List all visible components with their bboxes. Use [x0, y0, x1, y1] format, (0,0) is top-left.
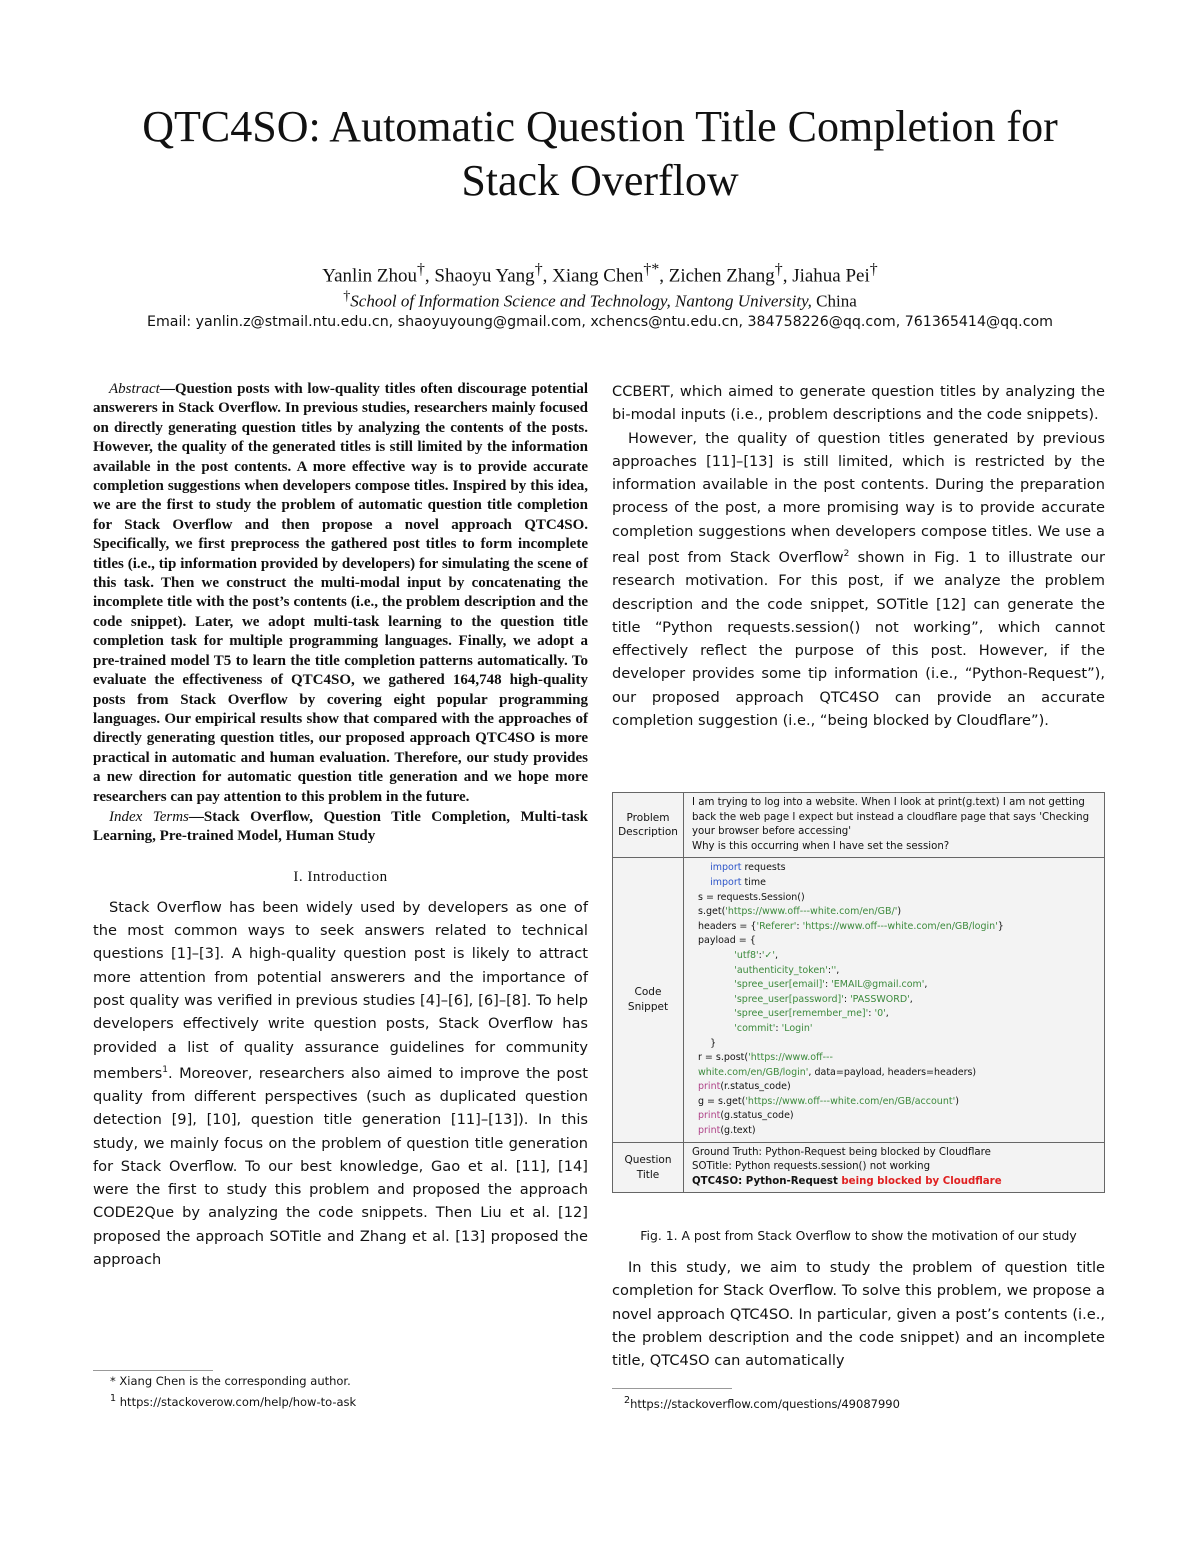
intro-paragraph-1-cont: CCBERT, which aimed to generate question titles by analyzing the bi-modal inputs (i.e., problem descriptions and the code snippets). [612, 383, 1105, 424]
intro-p2-text: However, the quality of question titles generated by previous approaches [11]–[13] is still limited, which is restricted by the information available in the post contents. During the preparation process of the post, a more promising way is to provide accurate completion suggestions when developers compose titles. We use a real post from Stack Overflow [612, 429, 1105, 566]
title-cell [684, 1142, 1105, 1193]
footnote-ref-2: 2 [843, 549, 850, 560]
footnote-ref-1: 1 [162, 1064, 168, 1075]
footnote-rule-left [93, 1370, 213, 1371]
affiliation [60, 285, 1140, 313]
index-terms-label: Index Terms [109, 808, 189, 825]
intro-paragraph-2 [612, 427, 1105, 733]
qtc4so-completion: being blocked by Cloudflare [841, 1175, 1002, 1187]
code-label: Code Snippet [613, 858, 684, 1142]
intro-p2-rest: shown in Fig. 1 to illustrate our research motivation. For this post, if we analyze the problem description and the code snippet, SOTitle [12] can generate the title “Python requests.session() not working”, which cannot effectively reflect the purpose of this post. However, if the developer provides some tip information (i.e., “Python-Request”), our proposed approach QTC4SO can provide an accurate completion suggestion (i.e., “being blocked by Cloudflare”). [612, 548, 1105, 730]
section-heading: I. Introduction [293, 868, 388, 885]
footnote-2 [624, 1392, 1104, 1413]
code-line: import requests [710, 862, 786, 874]
problem-text-2: Why is this occurring when I have set the session? [692, 840, 950, 852]
code-line: 'commit': 'Login' [734, 1022, 813, 1034]
code-line: 'spree_user[email]': 'EMAIL@gmail.com', [734, 979, 928, 991]
abstract-label: Abstract [109, 381, 160, 397]
affiliation-country: China [811, 291, 857, 311]
footnote-rule-right [612, 1388, 732, 1389]
figure-1-table [612, 792, 1105, 1193]
abstract-dash: — [159, 381, 175, 397]
code-line: 'spree_user[remember_me]': '0', [734, 1008, 889, 1020]
footnote-2-mark: 2 [624, 1395, 631, 1406]
code-line: 'spree_user[password]': 'PASSWORD', [734, 993, 913, 1005]
code-line: payload = { [698, 935, 756, 947]
author-mark: † [774, 261, 783, 278]
code-line: g = s.get('https://www.off---white.com/en/GB/account') [698, 1095, 959, 1107]
figure-caption: Fig. 1. A post from Stack Overflow to show the motivation of our study [640, 1228, 1077, 1243]
problem-cell [684, 793, 1105, 858]
affiliation-name: School of Information Science and Technology, Nantong University, [350, 291, 812, 311]
author-mark: † [534, 261, 543, 278]
affiliation-mark: † [343, 288, 351, 304]
ground-truth-text: Python-Request being blocked by Cloudflare [765, 1146, 991, 1158]
figure-row-title [613, 1142, 1105, 1193]
question-title-label: Question Title [613, 1142, 684, 1193]
code-line: 'utf8':'✓', [734, 949, 779, 961]
figure-row-problem [613, 793, 1105, 858]
author-list: Yanlin Zhou†, Shaoyu Yang†, Xiang Chen†*, Zichen Zhang†, Jiahua Pei† [322, 261, 878, 287]
code-cell [684, 858, 1105, 1142]
author-name: Xiang Chen [552, 265, 644, 287]
index-terms-text: Stack Overflow, Question Title Completion, Multi-task Learning, Pre-trained Model, Human Study [93, 808, 588, 845]
code-line: s.get('https://www.off---white.com/en/GB/') [698, 906, 902, 918]
footnote-1-mark: 1 [110, 1393, 117, 1404]
code-line: white.com/en/GB/login', data=payload, headers=headers) [698, 1066, 977, 1078]
footnotes-right [624, 1392, 1104, 1413]
intro-p1-text: Stack Overflow has been widely used by developers as one of the most common ways to seek answers related to technical questions [1]–[3]. A high-quality question post is likely to attract more attention from potential answerers and the importance of post quality was verified in previous studies [4]–[6], [6]–[8]. To help developers effectively write question posts, Stack Overflow has provided a list of quality assurance guidelines for community members [93, 898, 588, 1082]
left-column [93, 380, 588, 1271]
ground-truth-row [692, 1146, 1098, 1161]
author-name: Shaoyu Yang [434, 265, 535, 287]
title-line-1: QTC4SO: Automatic Question Title Completion for [142, 102, 1058, 151]
footnote-2-url: https://stackoverflow.com/questions/49087990 [630, 1396, 900, 1411]
paper-title [60, 100, 1140, 208]
author-name: Zichen Zhang [668, 265, 775, 287]
author-mark: †* [643, 261, 660, 278]
code-line: headers = {'Referer': 'https://www.off---white.com/en/GB/login'} [698, 920, 1004, 932]
author-name: Yanlin Zhou [322, 265, 417, 287]
sotitle-text: Python requests.session() not working [735, 1161, 931, 1173]
sotitle-label: SOTitle: [692, 1161, 735, 1173]
footnote-1-url: https://stackoverow.com/help/how-to-ask [116, 1394, 357, 1409]
author-mark: † [869, 261, 878, 278]
email-list: Email: yanlin.z@stmail.ntu.edu.cn, shaoyuyoung@gmail.com, xchencs@ntu.edu.cn, 384758226@qq.com, 761365414@qq.com [146, 314, 1053, 330]
footnote-corresponding: * Xiang Chen is the corresponding author. [110, 1374, 351, 1388]
index-terms [93, 808, 588, 847]
intro-p1-rest: . Moreover, researchers also aimed to improve the post quality from different perspectives (such as duplicated question detection [9], [10], question title generation [11]–[13]). In this study, we mainly focus on the problem of question title generation for Stack Overflow. To our best knowledge, Gao et al. [11], [14] were the first to study this problem and proposed the approach CODE2Que by analyzing the code snippets. Then Liu et al. [12] proposed the approach SOTitle and Zhang et al. [13] proposed the approach [93, 1064, 588, 1269]
code-line: r = s.post('https://www.off--- [698, 1052, 833, 1064]
code-line: print(g.status_code) [698, 1110, 794, 1122]
intro-paragraph-3: In this study, we aim to study the problem of question title completion for Stack Overflow. To solve this problem, we propose a novel approach QTC4SO. In particular, given a post’s contents (i.e., the problem description and the code snippet) and an incomplete title, QTC4SO can automatically [612, 1259, 1105, 1370]
index-terms-dash: — [188, 808, 204, 825]
abstract-text: Question posts with low-quality titles often discourage potential answerers in Stack Overflow. In previous studies, researchers mainly focused on directly generating question titles by analyzing the contents of the posts. However, the quality of the generated titles is still limited by the information available in the post contents. A more effective way is to provide accurate completion suggestions when developers compose titles. Inspired by this idea, we are the first to study the problem of automatic question title completion for Stack Overflow and then propose a novel approach QTC4SO. Specifically, we first preprocess the gathered post titles to form incomplete titles (i.e., tip information provided by developers) for simulating the scene of this task. Then we construct the multi-modal input by concatenating the incomplete title with the post’s contents (i.e., the problem description and the code snippet). Later, we adopt multi-task learning to the question title completion task for multiple programming languages. Finally, we adopt a pre-trained model T5 to learn the title completion patterns automatically. To evaluate the effectiveness of QTC4SO, we gathered 164,748 high-quality posts from Stack Overflow by covering eight popular programming languages. Our empirical results show that compared with the approaches of directly generating question titles, our proposed approach QTC4SO is more practical in automatic and human evaluation. Therefore, our study provides a new direction for automatic question title generation and we hope more researchers can pay attention to this problem in the future. [93, 381, 588, 805]
code-line: } [698, 1037, 717, 1049]
title-line-2: Stack Overflow [461, 156, 739, 205]
code-line: print(r.status_code) [698, 1081, 791, 1093]
qtc4so-tip: Python-Request [745, 1175, 842, 1187]
sotitle-row [692, 1160, 1098, 1175]
problem-text: I am trying to log into a website. When I look at print(g.text) I am not getting back the web page I expect but instead a cloudflare page that says 'Checking your browser before accessing' [692, 797, 1090, 838]
right-column-lower [612, 1256, 1105, 1372]
author-name: Jiahua Pei [792, 265, 870, 287]
code-line: import time [710, 876, 766, 888]
code-line: 'authenticity_token':'', [734, 964, 840, 976]
abstract [93, 380, 588, 807]
code-line: print(g.text) [698, 1125, 756, 1137]
footnotes-left [110, 1372, 590, 1411]
ground-truth-label: Ground Truth: [692, 1146, 766, 1158]
problem-label: Problem Description [613, 793, 684, 858]
qtc4so-label: QTC4SO: [692, 1175, 746, 1187]
intro-paragraph-1 [93, 896, 588, 1272]
qtc4so-row [692, 1175, 1098, 1190]
footnote-1 [110, 1390, 590, 1411]
code-line: s = requests.Session() [698, 891, 805, 903]
figure-row-code [613, 858, 1105, 1142]
author-mark: † [416, 261, 425, 278]
right-column [612, 380, 1105, 732]
